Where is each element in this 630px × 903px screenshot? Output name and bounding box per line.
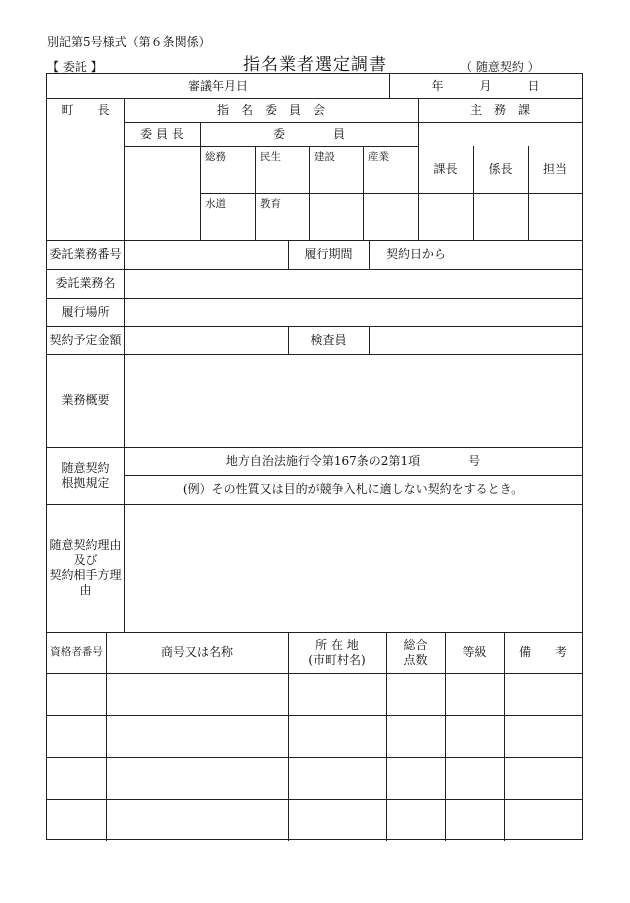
vendor-location-cell[interactable]: [288, 674, 386, 715]
vendor-score-cell[interactable]: [386, 800, 445, 841]
vendor-col-grade: 等級: [462, 645, 487, 659]
commission-tag: 【 委託 】: [47, 60, 103, 74]
vendor-location-cell[interactable]: [288, 758, 386, 799]
vendor-remarks-cell[interactable]: [504, 716, 582, 757]
member-education-label: 教育: [260, 198, 281, 210]
vendor-grade-cell[interactable]: [445, 674, 504, 715]
member-water-label: 水道: [205, 198, 226, 210]
vendor-col-remarks: 備 考: [518, 645, 567, 659]
members-label: 委 員: [272, 126, 345, 141]
vendor-col-total-score: 総合 点数: [403, 637, 428, 667]
mayor-label: 町 長: [61, 102, 110, 117]
section-chief-label: 課長: [433, 162, 458, 176]
vendor-col-location: 所 在 地 (市町村名): [308, 637, 366, 667]
commission-number-label: 委託業務番号: [49, 247, 122, 261]
vendor-location-cell[interactable]: [288, 716, 386, 757]
vendor-qualification-no-cell[interactable]: [47, 674, 106, 715]
vendor-remarks-cell[interactable]: [504, 758, 582, 799]
vendor-name-cell[interactable]: [106, 800, 288, 841]
vendor-score-cell[interactable]: [386, 716, 445, 757]
vendor-remarks-cell[interactable]: [504, 800, 582, 841]
review-date-value: 年 月 日: [431, 78, 540, 93]
table-row: [47, 674, 582, 715]
inspector-label: 検査員: [310, 332, 347, 347]
vendor-name-cell[interactable]: [106, 674, 288, 715]
basis-law-text: 地方自治法施行令第167条の2第1項 号: [225, 453, 481, 468]
member-construction-label: 建設: [314, 151, 335, 163]
work-overview-label: 業務概要: [61, 393, 110, 407]
member-welfare-label: 民生: [260, 151, 281, 163]
vendor-score-cell[interactable]: [386, 674, 445, 715]
basis-example-text: (例）その性質又は目的が競争入札に適しない契約をするとき。: [182, 482, 524, 496]
member-general-label: 総務: [205, 151, 226, 163]
member-industry-label: 産業: [368, 151, 389, 163]
performance-period-value: 契約日から: [385, 247, 446, 261]
vendor-qualification-no-cell[interactable]: [47, 800, 106, 841]
vendor-name-cell[interactable]: [106, 716, 288, 757]
commission-name-label: 委託業務名: [55, 276, 116, 290]
vendor-grade-cell[interactable]: [445, 800, 504, 841]
vendor-col-name: 商号又は名称: [160, 645, 233, 659]
review-date-label: 審議年月日: [187, 78, 248, 93]
vendor-grade-cell[interactable]: [445, 758, 504, 799]
vendor-grade-cell[interactable]: [445, 716, 504, 757]
document-title: 指名業者選定調書: [243, 55, 387, 75]
subsection-chief-label: 係長: [488, 162, 513, 176]
form-number-note: 別記第5号様式（第６条関係）: [47, 35, 211, 49]
table-row: [47, 800, 582, 841]
vendor-remarks-cell[interactable]: [504, 674, 582, 715]
table-row: [47, 716, 582, 757]
vendor-col-qualification-no: 資格者番号: [50, 645, 103, 658]
performance-period-label: 履行期間: [304, 247, 353, 261]
section-label: 主 務 課: [469, 102, 530, 117]
committee-label: 指 名 委 員 会: [216, 102, 325, 117]
contract-amount-label: 契約予定金額: [49, 332, 122, 347]
staff-label: 担当: [542, 162, 567, 176]
table-row: [47, 758, 582, 799]
performance-place-label: 履行場所: [61, 304, 110, 319]
vendor-qualification-no-cell[interactable]: [47, 758, 106, 799]
vendor-location-cell[interactable]: [288, 800, 386, 841]
contract-type: （ 随意契約 ）: [460, 60, 540, 74]
vendor-score-cell[interactable]: [386, 758, 445, 799]
basis-regulation-label: 随意契約 根拠規定: [61, 460, 110, 490]
vendor-qualification-no-cell[interactable]: [47, 716, 106, 757]
form-table: [46, 73, 583, 840]
chair-label: 委 員 長: [140, 126, 184, 141]
vendor-name-cell[interactable]: [106, 758, 288, 799]
contract-reason-label: 随意契約理由 及び 契約相手方理 由: [49, 538, 122, 597]
